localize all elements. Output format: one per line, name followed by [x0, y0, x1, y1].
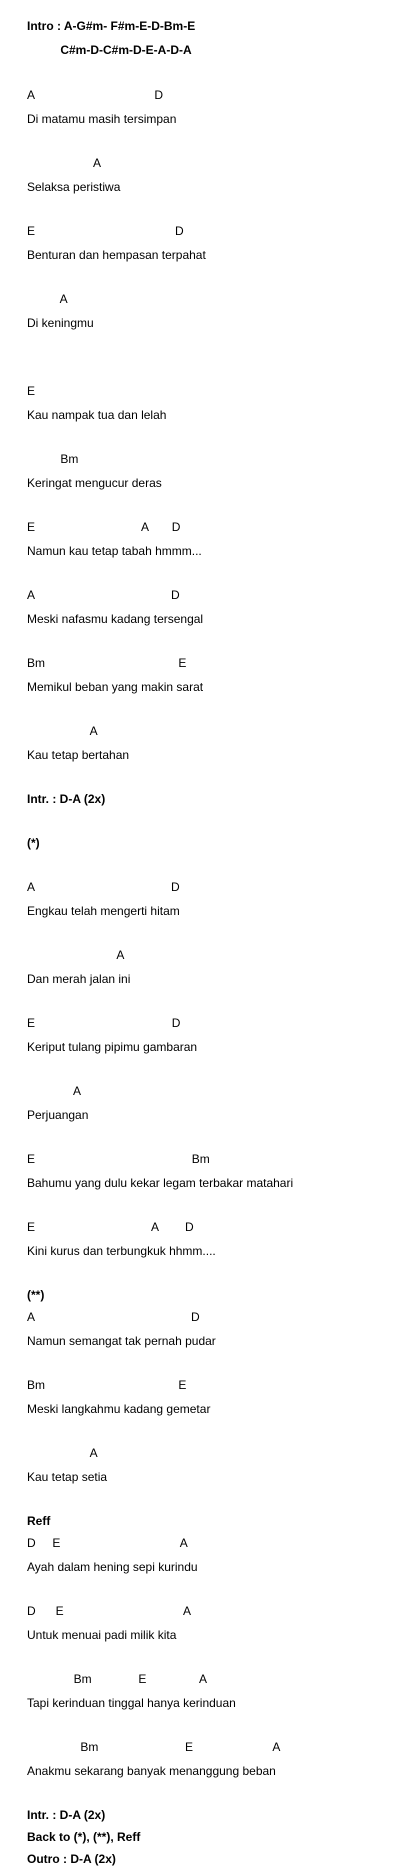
lyric-line: Tapi kerinduan tinggal hanya kerinduan	[27, 1696, 236, 1710]
lyric-line: Kau nampak tua dan lelah	[27, 408, 167, 422]
lyric-line: Kau tetap setia	[27, 1470, 108, 1484]
chord-line: A	[27, 724, 98, 738]
lyric-line: Perjuangan	[27, 1108, 89, 1122]
interlude-label: Intr. : D-A (2x)	[27, 792, 106, 806]
lyric-line: Namun semangat tak pernah pudar	[27, 1334, 216, 1348]
section-marker: (**)	[27, 1288, 45, 1302]
chord-line: E Bm	[27, 1152, 210, 1166]
lyric-line: Anakmu sekarang banyak menanggung beban	[27, 1764, 276, 1778]
lyric-line: Keriput tulang pipimu gambaran	[27, 1040, 198, 1054]
chord-line: A	[27, 156, 102, 170]
lyric-line: Memikul beban yang makin sarat	[27, 680, 204, 694]
chord-line: A	[27, 1084, 82, 1098]
chord-line: A D	[27, 880, 180, 894]
chord-line: E D	[27, 1016, 181, 1030]
chord-line: A	[27, 292, 68, 306]
lyric-line: Dan merah jalan ini	[27, 972, 131, 986]
lyric-line: Kau tetap bertahan	[27, 748, 130, 762]
chord-line: A D	[27, 1310, 200, 1324]
chord-line: Bm E A	[27, 1740, 281, 1754]
lyric-line: Benturan dan hempasan terpahat	[27, 248, 206, 262]
chord-line: Bm E	[27, 1378, 187, 1392]
lyric-line: Bahumu yang dulu kekar legam terbakar matahari	[27, 1176, 294, 1190]
section-marker: (*)	[27, 836, 40, 850]
back-to-instruction: Back to (*), (**), Reff	[27, 1830, 141, 1844]
lyric-line: Selaksa peristiwa	[27, 180, 121, 194]
lyric-line: Untuk menuai padi milik kita	[27, 1628, 177, 1642]
outro-label: Outro : D-A (2x)	[27, 1852, 116, 1866]
chord-line: A	[27, 948, 125, 962]
lyric-line: Di keningmu	[27, 316, 94, 330]
chord-line: E A D	[27, 1220, 194, 1234]
lyric-line: Ayah dalam hening sepi kurindu	[27, 1560, 198, 1574]
lyric-line: Kini kurus dan terbungkuk hhmm....	[27, 1244, 216, 1258]
lyric-line: Namun kau tetap tabah hmmm...	[27, 544, 202, 558]
lyric-line: Engkau telah mengerti hitam	[27, 904, 180, 918]
lyric-line: Keringat mengucur deras	[27, 476, 162, 490]
lyric-line: Di matamu masih tersimpan	[27, 112, 177, 126]
intro-line-2: C#m-D-C#m-D-E-A-D-A	[27, 43, 192, 57]
intro-line-1: Intro : A-G#m- F#m-E-D-Bm-E	[27, 19, 196, 33]
chord-line: Bm E	[27, 656, 187, 670]
chord-line: Bm E A	[27, 1672, 208, 1686]
chord-line: A	[27, 1446, 98, 1460]
chord-line: A D	[27, 88, 164, 102]
chord-line: D E A	[27, 1604, 192, 1618]
interlude-label: Intr. : D-A (2x)	[27, 1808, 106, 1822]
reff-label: Reff	[27, 1514, 51, 1528]
chord-line: Bm	[27, 452, 79, 466]
chord-line: E D	[27, 224, 184, 238]
chord-line: E A D	[27, 520, 181, 534]
lyric-line: Meski nafasmu kadang tersengal	[27, 612, 204, 626]
chord-line: E	[27, 384, 36, 398]
chord-line: A D	[27, 588, 180, 602]
chord-line: D E A	[27, 1536, 188, 1550]
lyric-line: Meski langkahmu kadang gemetar	[27, 1402, 211, 1416]
